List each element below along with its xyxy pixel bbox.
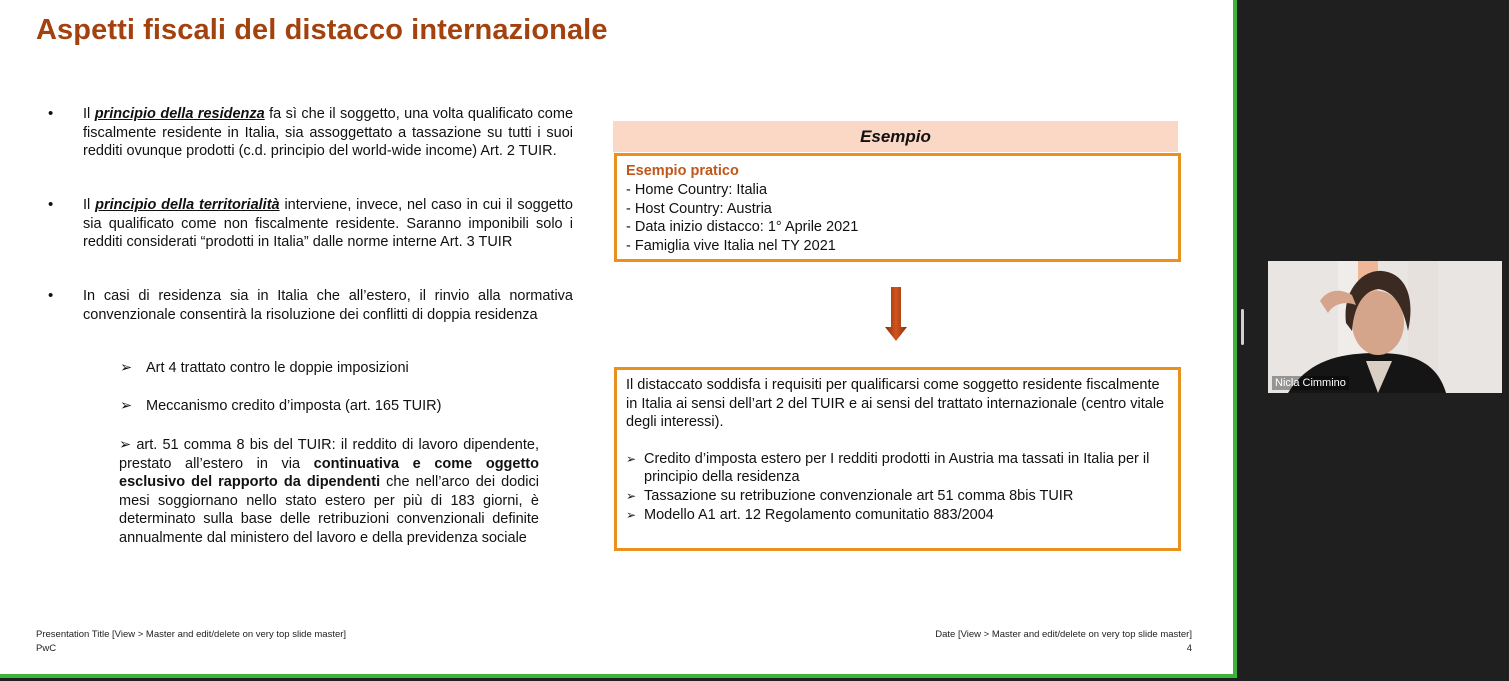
bullet-dot-icon: •	[48, 287, 54, 304]
bullet-doppia-residenza	[48, 287, 573, 324]
example-header: Esempio	[613, 121, 1178, 152]
example-line: - Famiglia vive Italia nel TY 2021	[626, 238, 836, 255]
footer-page-number: 4	[1186, 643, 1192, 654]
bullet-text: In casi di residenza sia in Italia che all’estero, il rinvio alla normativa convenzionale consentirà la risoluzione dei conflitti di doppia residenza	[83, 288, 573, 323]
sub-item-art4	[120, 360, 520, 376]
footer-date: Date [View > Master and edit/delete on very top slide master]	[935, 629, 1192, 640]
bullet-residenza	[48, 105, 573, 161]
result-item-text: Tassazione su retribuzione convenzionale art 51 comma 8bis TUIR	[644, 487, 1074, 504]
sub-item-text: Meccanismo credito d’imposta (art. 165 TUIR)	[146, 398, 442, 414]
result-item-text: Credito d’imposta estero per I redditi prodotti in Austria ma tassati in Italia per il principio della residenza	[644, 450, 1150, 486]
result-box	[614, 367, 1181, 551]
result-item	[626, 506, 1169, 525]
arrow-bullet-icon: ➢	[120, 398, 133, 414]
result-item-text: Modello A1 art. 12 Regolamento comunitatio 883/2004	[644, 506, 994, 523]
participant-name-label: Nicla Cimmino	[1272, 376, 1349, 390]
bullet-text-post: interviene, invece, nel caso in cui il soggetto sia qualificato come non fiscalmente residente. Saranno imponibili solo i redditi considerati “prodotti in Italia” dalle norme interne Art. 3 TUIR	[83, 197, 573, 251]
bullet-emphasis: principio della territorialità	[95, 197, 280, 213]
arrow-bullet-icon: ➢	[626, 488, 637, 503]
sub-item-bold: continuativa e come oggetto esclusivo del rapporto da dipendenti	[119, 455, 539, 491]
sub-item-text-post: che nell’arco dei dodici mesi soggiornano nello stato estero per più di 183 giorni, è determinato sulla base delle retribuzioni convenzionali definite annualmente dal ministero del lavoro e della previdenza sociale	[119, 474, 539, 546]
panel-resize-handle[interactable]	[1241, 309, 1244, 345]
bullet-text-post: fa sì che il soggetto, una volta qualificato come fiscalmente residente in Italia, sia assoggettato a tassazione su tutti i suoi redditi ovunque prodotti (c.d. principio del world-wide income) Art. 2 TUIR.	[83, 106, 574, 160]
result-intro: Il distaccato soddisfa i requisiti per qualificarsi come soggetto residente fiscalmente in Italia ai sensi dell’art 2 del TUIR e ai sensi del trattato internazionale (centro vitale degli interessi).	[626, 377, 1165, 431]
example-box-title: Esempio pratico	[626, 163, 739, 179]
bullet-text-pre: Il	[83, 106, 95, 122]
participant-video-tile[interactable]	[1268, 261, 1502, 393]
result-item	[626, 487, 1169, 506]
down-arrow-icon	[885, 287, 907, 341]
bullet-dot-icon: •	[48, 105, 54, 122]
example-line: - Host Country: Austria	[626, 200, 772, 217]
example-line: - Data inizio distacco: 1° Aprile 2021	[626, 219, 859, 236]
arrow-bullet-icon: ➢	[626, 451, 637, 466]
participant-video-feed	[1268, 261, 1502, 393]
bullet-dot-icon: •	[48, 196, 54, 213]
sub-item-text: Art 4 trattato contro le doppie imposizioni	[146, 360, 409, 376]
arrow-bullet-icon: ➢	[120, 360, 133, 376]
sub-item-art51	[119, 436, 539, 548]
arrow-bullet-icon: ➢	[119, 437, 137, 453]
bullet-emphasis: principio della residenza	[94, 106, 265, 122]
bullet-text-pre: Il	[83, 197, 96, 213]
footer-company: PwC	[36, 643, 57, 654]
example-box	[614, 153, 1181, 262]
bullet-territorialita	[48, 196, 573, 252]
sub-item-credito	[120, 398, 520, 414]
example-line: - Home Country: Italia	[626, 181, 768, 198]
arrow-bullet-icon: ➢	[626, 507, 637, 522]
sub-item-text-pre: art. 51 comma 8 bis del TUIR: il reddito di lavoro dipendente, prestato all’estero in via	[119, 437, 539, 472]
footer-presentation-title: Presentation Title [View > Master and edit/delete on very top slide master]	[36, 629, 347, 640]
slide-title: Aspetti fiscali del distacco internazionale	[36, 14, 608, 46]
result-item	[626, 450, 1169, 487]
